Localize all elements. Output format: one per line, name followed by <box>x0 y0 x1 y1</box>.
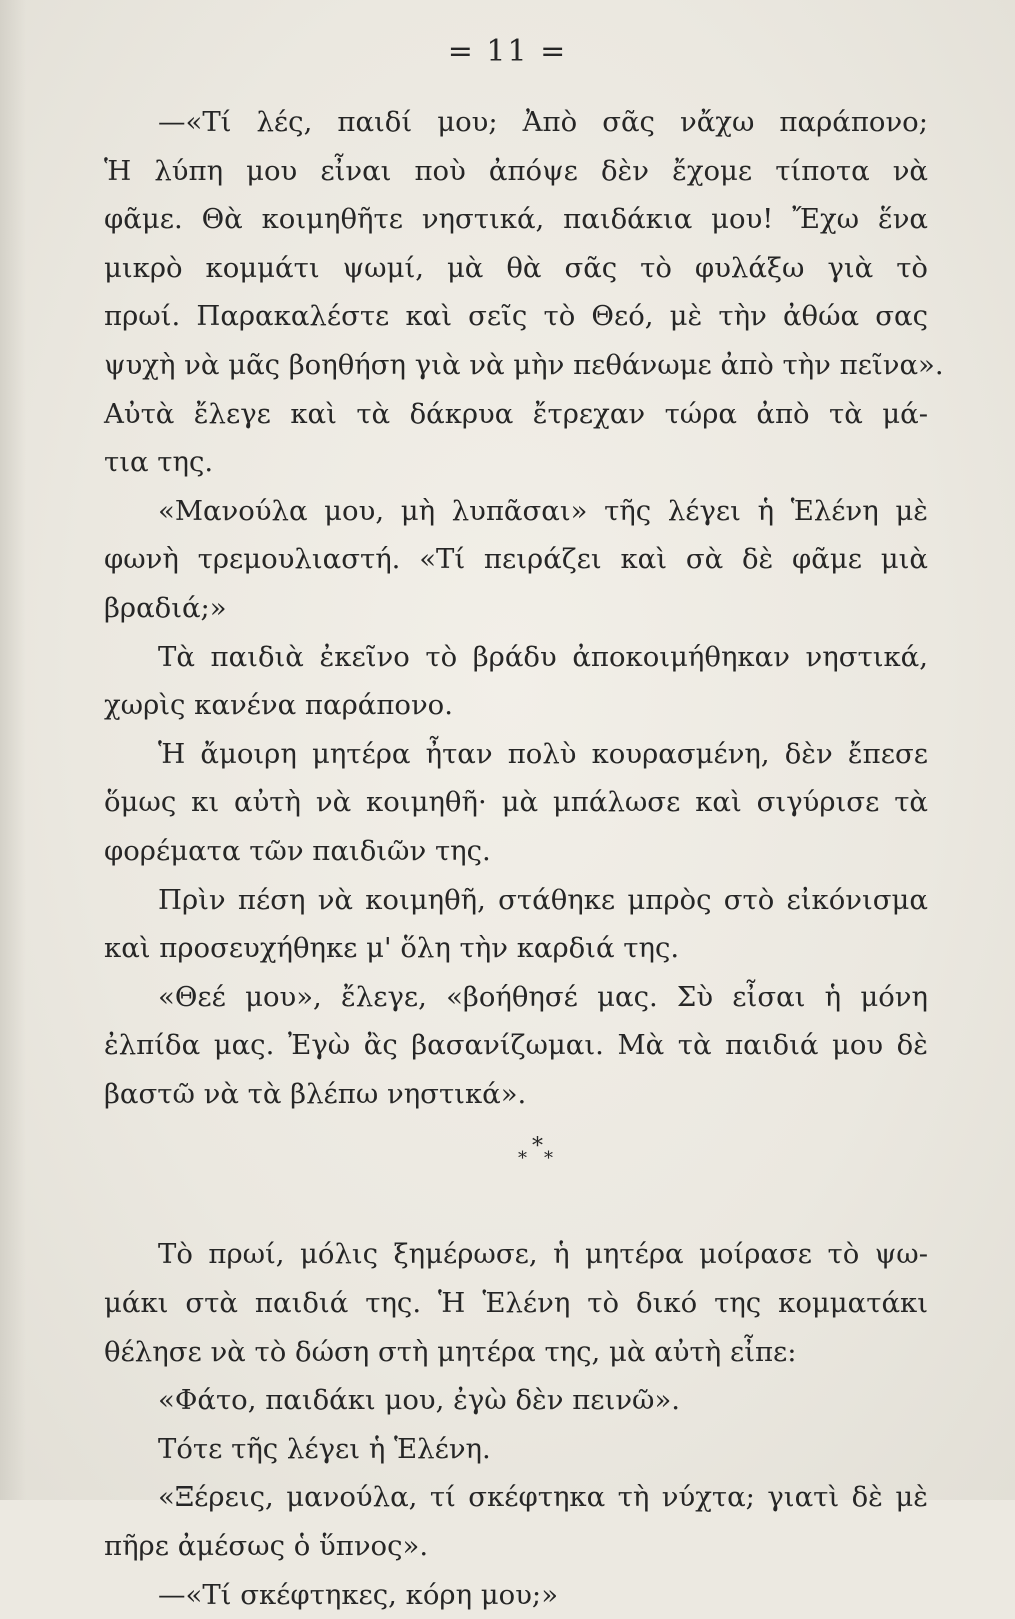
text-line: Πρὶν πέση νὰ κοιμηθῆ, στάθηκε μπρὸς στὸ εἰκόνισμα <box>158 883 928 916</box>
page-body <box>104 98 944 1619</box>
text-line: πρωί. Παρακαλέστε καὶ σεῖς τὸ Θεό, μὲ τὴν ἀθώα σας <box>104 300 928 333</box>
text-line: Ἡ ἄμοιρη μητέρα ἦταν πολὺ κουρασμένη, δὲν ἔπεσε <box>158 737 928 770</box>
page-number: = 11 = <box>447 34 568 69</box>
text-line: ψυχὴ νὰ μᾶς βοηθήση γιὰ νὰ μὴν πεθάνωμε ἀπὸ τὴν πεῖνα». <box>104 348 944 381</box>
text-line: —«Τί σκέφτηκες, κόρη μου;» <box>158 1578 559 1611</box>
asterism-star: * <box>544 1148 553 1170</box>
text-line: «Μανούλα μου, μὴ λυπᾶσαι» τῆς λέγει ἡ Ἑλένη μὲ <box>158 494 928 527</box>
text-line: Τὰ παιδιὰ ἐκεῖνο τὸ βράδυ ἀποκοιμήθηκαν νηστικά, <box>158 640 928 673</box>
text-line: φᾶμε. Θὰ κοιμηθῆτε νηστικά, παιδάκια μου! Ἔχω ἕνα <box>104 203 928 236</box>
text-line: ὅμως κι αὐτὴ νὰ κοιμηθῆ· μὰ μπάλωσε καὶ σιγύρισε τὰ <box>104 786 928 819</box>
text-line: καὶ προσευχήθηκε μ' ὅλη τὴν καρδιά της. <box>104 932 680 965</box>
text-line: «Ξέρεις, μανούλα, τί σκέφτηκα τὴ νύχτα; γιατὶ δὲ μὲ <box>158 1481 928 1514</box>
text-line: μάκι στὰ παιδιά της. Ἡ Ἑλένη τὸ δικό της κομματάκι <box>104 1287 928 1320</box>
page-edge-shadow <box>0 0 26 1500</box>
text-line: φορέματα τῶν παιδιῶν της. <box>104 834 491 867</box>
text-line: φωνὴ τρεμουλιαστή. «Τί πειράζει καὶ σὰ δὲ φᾶμε μιὰ <box>104 543 928 576</box>
section-separator-asterism <box>104 1118 928 1230</box>
text-line: Τότε τῆς λέγει ἡ Ἑλένη. <box>158 1432 491 1465</box>
text-line: ἐλπίδα μας. Ἐγὼ ἂς βασανίζωμαι. Μὰ τὰ παιδιά μου δὲ <box>104 1029 928 1062</box>
text-line: τια της. <box>104 446 214 479</box>
text-line: πῆρε ἀμέσως ὁ ὕπνος». <box>104 1530 429 1563</box>
text-line: θέλησε νὰ τὸ δώση στὴ μητέρα της, μὰ αὐτὴ εἶπε: <box>104 1335 797 1368</box>
text-line: —«Τί λές, παιδί μου; Ἀπὸ σᾶς νἄχω παράπονο; <box>158 106 928 138</box>
text-line: βαστῶ νὰ τὰ βλέπω νηστικά». <box>104 1077 527 1110</box>
text-line: βραδιά;» <box>104 591 227 624</box>
asterism-star: * <box>518 1148 527 1170</box>
asterism-star: * <box>532 1134 543 1160</box>
text-line: Τὸ πρωί, μόλις ξημέρωσε, ἡ μητέρα μοίρασε τὸ ψω- <box>158 1238 928 1271</box>
text-line: «Φάτο, παιδάκι μου, ἐγὼ δὲν πεινῶ». <box>158 1384 681 1417</box>
text-line: μικρὸ κομμάτι ψωμί, μὰ θὰ σᾶς τὸ φυλάξω γιὰ τὸ <box>104 251 928 284</box>
text-line: «Θεέ μου», ἔλεγε, «βοήθησέ μας. Σὺ εἶσαι ἡ μόνη <box>158 980 928 1013</box>
text-line: Αὐτὰ ἔλεγε καὶ τὰ δάκρυα ἔτρεχαν τώρα ἀπὸ τὰ μά- <box>104 397 928 430</box>
text-line: Ἡ λύπη μου εἶναι ποὺ ἀπόψε δὲν ἔχομε τίποτα νὰ <box>104 154 928 187</box>
text-line: χωρὶς κανένα παράπονο. <box>104 689 453 722</box>
